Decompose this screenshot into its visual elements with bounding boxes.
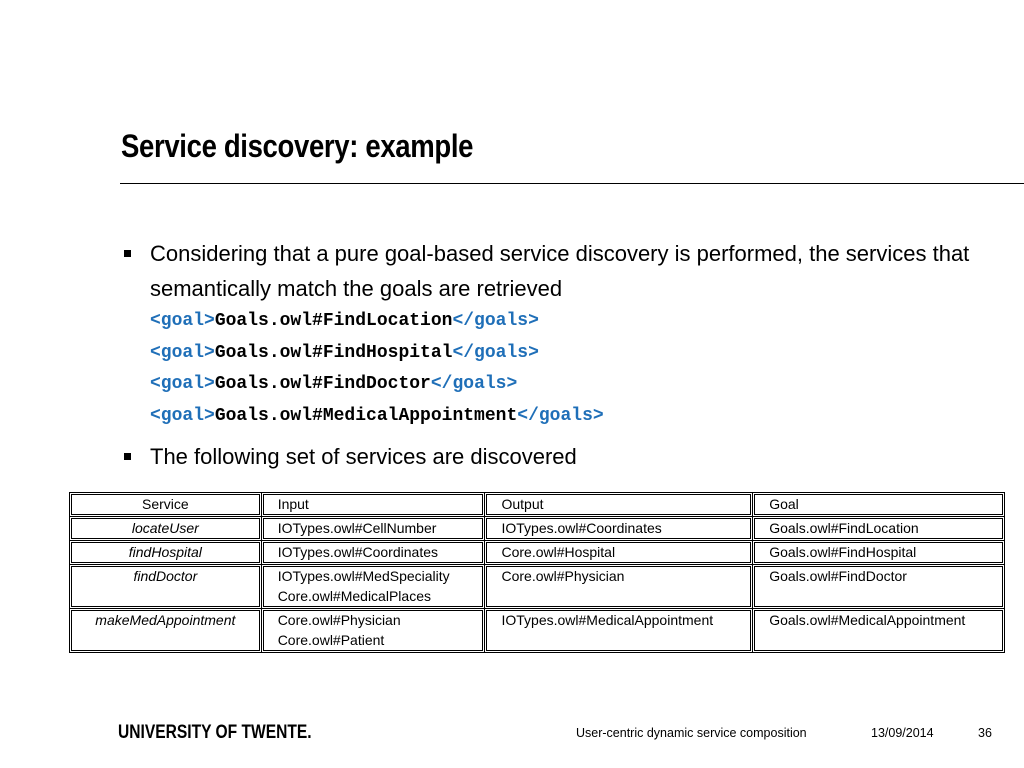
input-value: IOTypes.owl#Coordinates: [277, 544, 438, 560]
input-cell: [261, 517, 485, 541]
goal-close-tag: </goals>: [452, 342, 539, 363]
bullet-item: [120, 439, 980, 474]
goal-open-tag: <goal>: [150, 342, 215, 363]
goal-code-line: [150, 369, 980, 401]
goal-cell: [753, 517, 1005, 541]
goal-code-block: [150, 306, 980, 432]
goal-value: Goals.owl#FindLocation: [769, 520, 919, 536]
goal-value: Goals.owl#MedicalAppointment: [214, 405, 518, 426]
service-name: locateUser: [131, 520, 199, 536]
goal-cell: [753, 541, 1005, 565]
input-cell: [261, 541, 485, 565]
goal-close-tag: </goals>: [452, 311, 539, 331]
footer-course-title: User-centric dynamic service composition: [576, 726, 807, 740]
service-name: makeMedAppointment: [95, 612, 236, 628]
column-header-service: Service: [70, 493, 262, 517]
page-number: 36: [978, 726, 992, 740]
service-cell: [70, 609, 262, 653]
goal-cell: [753, 609, 1005, 653]
title-divider: [120, 183, 1024, 184]
table-row: [70, 565, 1005, 609]
goal-value: Goals.owl#FindDoctor: [214, 374, 431, 394]
square-bullet-icon: [124, 453, 131, 460]
square-bullet-icon: [124, 250, 131, 257]
column-header-goal: Goal: [753, 493, 1005, 517]
bullet-item: [120, 236, 980, 432]
table-row: [70, 541, 1005, 565]
service-cell: [70, 541, 262, 565]
goal-value: Goals.owl#FindHospital: [214, 342, 453, 363]
input-value: Core.owl#Patient: [277, 632, 385, 648]
column-header-output: Output: [485, 493, 753, 517]
table-row: [70, 517, 1005, 541]
goal-value: Goals.owl#FindHospital: [769, 544, 917, 560]
table-row: [70, 609, 1005, 653]
input-value: IOTypes.owl#CellNumber: [277, 520, 437, 536]
output-value: IOTypes.owl#MedicalAppointment: [501, 612, 714, 628]
input-cell: [261, 565, 485, 609]
output-value: IOTypes.owl#Coordinates: [501, 520, 662, 536]
goal-open-tag: <goal>: [150, 405, 215, 426]
output-cell: [485, 517, 753, 541]
university-logo: UNIVERSITY OF TWENTE.: [118, 722, 312, 743]
input-value: Core.owl#MedicalPlaces: [277, 588, 431, 604]
services-table: [69, 492, 1005, 653]
goal-open-tag: <goal>: [150, 374, 215, 394]
input-value: IOTypes.owl#MedSpeciality: [277, 568, 450, 584]
slide-title: Service discovery: example: [121, 128, 474, 164]
footer-date: 13/09/2014: [871, 726, 934, 740]
goal-value: Goals.owl#FindDoctor: [769, 568, 907, 584]
output-cell: [485, 565, 753, 609]
input-value: Core.owl#Physician: [277, 612, 401, 628]
goal-code-line: [150, 306, 980, 338]
output-cell: [485, 609, 753, 653]
bullet-list: [120, 236, 980, 474]
goal-open-tag: <goal>: [150, 311, 215, 331]
goal-value: Goals.owl#FindLocation: [214, 311, 453, 331]
goal-code-line: [150, 401, 980, 433]
service-name: findDoctor: [133, 568, 198, 584]
goal-close-tag: </goals>: [517, 405, 604, 426]
input-cell: [261, 609, 485, 653]
output-value: Core.owl#Hospital: [501, 544, 616, 560]
service-cell: [70, 565, 262, 609]
service-cell: [70, 517, 262, 541]
goal-value: Goals.owl#MedicalAppointment: [769, 612, 966, 628]
output-value: Core.owl#Physician: [501, 568, 625, 584]
goal-cell: [753, 565, 1005, 609]
output-cell: [485, 541, 753, 565]
bullet-text: The following set of services are discovered: [150, 444, 577, 469]
goal-code-line: [150, 338, 980, 370]
column-header-input: Input: [261, 493, 485, 517]
service-name: findHospital: [128, 544, 202, 560]
table-header-row: [70, 493, 1005, 517]
bullet-text: Considering that a pure goal-based service discovery is performed, the services that semantically match the goals are retrieved: [150, 241, 970, 301]
goal-close-tag: </goals>: [430, 374, 518, 394]
